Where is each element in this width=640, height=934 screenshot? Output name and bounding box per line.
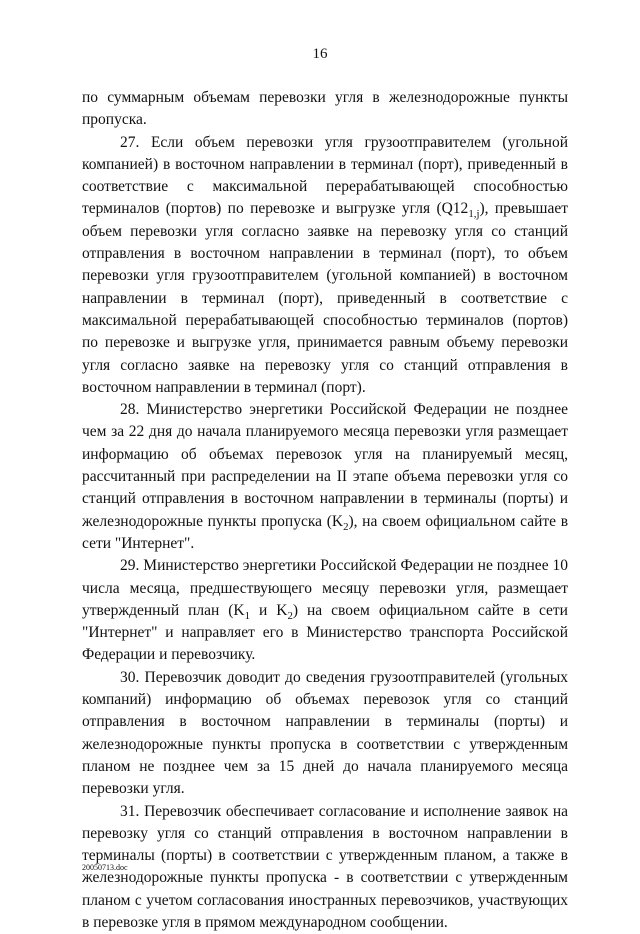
paragraph-27 (82, 132, 568, 400)
paragraph-29-text-a: 29. Министерство энергетики Российской Федерации не позднее 10 числа месяца, предшествующего месяцу перевозки угля, размещает утвержденный план (K (82, 557, 568, 619)
paragraph-28 (82, 399, 568, 555)
paragraph-29 (82, 555, 568, 666)
paragraph-29-text-c: ) на своем официальном сайте в сети "Интернет" и направляет его в Министерство транспорта Российской Федерации и перевозчику. (82, 602, 568, 664)
paragraph-28-text-a: 28. Министерство энергетики Российской Федерации не позднее чем за 22 дня до начала планируемого месяца перевозки угля размещает информацию об объемах перевозок угля на планируемый месяц, рассчитанный при распределении на II этапе объема перевозки угля со станций отправления в восточном направлении в терминалы (порты) и железнодорожные пункты пропуска (K (82, 401, 568, 529)
paragraph-28-text-b: ), на своем официальном сайте в сети "Интернет". (82, 513, 568, 552)
paragraph-31: 31. Перевозчик обеспечивает согласование и исполнение заявок на перевозку угля со станций отправления в восточном направлении в терминалы (порты) в соответствии с утвержденным планом, а также в железнодорожные пункты пропуска - в соответствии с утвержденным планом с учетом согласования иностранных перевозчиков, участвующих в перевозке угля в прямом международном сообщении. (82, 801, 568, 934)
subscript-q12: 1,j (468, 209, 479, 221)
footer-filename: 20050713.doc (82, 863, 128, 872)
page-number: 16 (0, 46, 640, 63)
paragraph-30: 30. Перевозчик доводит до сведения грузоотправителей (угольных компаний) информацию об объемах перевозок угля со станций отправления в восточном направлении в терминалы (порты) и железнодорожные пункты пропуска в соответствии с утвержденным планом не позднее чем за 15 дней до начала планируемого месяца перевозки угля. (82, 667, 568, 801)
document-body (82, 87, 568, 934)
subscript-k2-second: 2 (287, 610, 292, 622)
paragraph-27-text-a: 27. Если объем перевозки угля грузоотправителем (угольной компанией) в восточном направлении в терминал (порт), приведенный в соответствие с максимальной перерабатывающей способностью терминалов (портов) по перевозке и выгрузке угля (Q12 (82, 134, 568, 218)
paragraph-29-text-b: и K (250, 602, 287, 619)
paragraph-27-text-b: ), превышает объем перевозки угля согласно заявке на перевозку угля со станций отправления в восточном направлении в терминал (порт), то объем перевозки угля грузоотправителем (угольной компанией) в восточном направлении в терминал (порт), приведенный в соответствие с максимальной перерабатывающей способностью терминалов (портов) по перевозке и выгрузке угля, принимается равным объему перевозки угля согласно заявке на перевозку угля со станций отправления в восточном направлении в терминал (порт). (82, 200, 568, 395)
paragraph-continuation: по суммарным объемам перевозки угля в железнодорожные пункты пропуска. (82, 87, 568, 132)
subscript-k2: 2 (343, 521, 348, 533)
subscript-k1: 1 (245, 610, 250, 622)
